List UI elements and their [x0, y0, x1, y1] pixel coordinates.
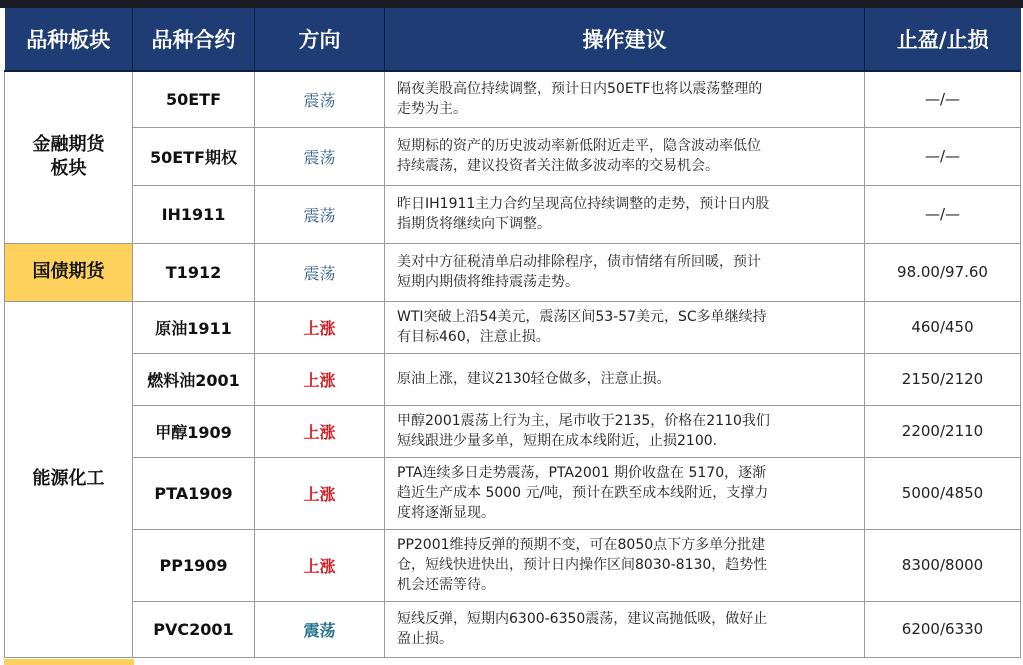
direction-cell: 震荡 [255, 127, 385, 185]
table-row [5, 353, 1021, 405]
advice-cell [385, 353, 865, 405]
advice-cell [385, 301, 865, 353]
advice-cell [385, 185, 865, 243]
category-cell: 金融期货 板块 [5, 71, 133, 243]
table-row [5, 601, 1021, 657]
direction-cell: 上涨 [255, 353, 385, 405]
advice-cell [385, 71, 865, 127]
advice-cell [385, 457, 865, 529]
tp-sl-cell: —/— [865, 71, 1021, 127]
advice-line: 有目标460，注意止损。 [397, 329, 550, 345]
advice-line: 原油上涨，建议2130轻仓做多，注意止损。 [397, 371, 671, 387]
advice-cell [385, 529, 865, 601]
tp-sl-cell: 8300/8000 [865, 529, 1021, 601]
advice-line: 持续震荡，建议投资者关注做多波动率的交易机会。 [397, 158, 719, 174]
advice-line: 甲醇2001震荡上行为主，尾市收于2135，价格在2110我们 [397, 413, 770, 429]
direction-cell: 震荡 [255, 243, 385, 301]
advice-line: WTI突破上沿54美元，震荡区间53-57美元，SC多单继续持 [397, 309, 767, 325]
advice-line: 机会还需等待。 [397, 577, 495, 593]
advice-line: 短线跟进少量多单，短期在成本线附近，止损2100. [397, 433, 718, 449]
next-category-strip [4, 659, 134, 665]
table-row [5, 71, 1021, 127]
direction-cell: 上涨 [255, 529, 385, 601]
category-cell: 能源化工 [5, 301, 133, 657]
strategy-table [4, 8, 1021, 658]
contract-cell: 原油1911 [133, 301, 255, 353]
tp-sl-cell: 6200/6330 [865, 601, 1021, 657]
advice-cell [385, 243, 865, 301]
table-row [5, 301, 1021, 353]
tp-sl-cell: —/— [865, 127, 1021, 185]
contract-cell: PVC2001 [133, 601, 255, 657]
table-body [5, 71, 1021, 657]
advice-line: 仓，短线快进快出，预计日内操作区间8030-8130，趋势性 [397, 557, 768, 573]
header-direction: 方向 [255, 8, 385, 71]
direction-cell: 上涨 [255, 301, 385, 353]
table-row [5, 529, 1021, 601]
header-advice: 操作建议 [385, 8, 865, 71]
contract-cell: PTA1909 [133, 457, 255, 529]
advice-line: 美对中方征税清单启动排除程序，债市情绪有所回暖，预计 [397, 254, 761, 270]
tp-sl-cell: 2150/2120 [865, 353, 1021, 405]
table-row [5, 405, 1021, 457]
tp-sl-cell: 5000/4850 [865, 457, 1021, 529]
table-row [5, 243, 1021, 301]
advice-line: 走势为主。 [397, 101, 467, 118]
contract-cell: T1912 [133, 243, 255, 301]
contract-cell: IH1911 [133, 185, 255, 243]
direction-cell: 上涨 [255, 405, 385, 457]
advice-line: 隔夜美股高位持续调整，预计日内50ETF也将以震荡整理的 [397, 81, 763, 98]
advice-line: 短线反弹，短期内6300-6350震荡，建议高抛低吸，做好止 [397, 611, 768, 627]
advice-line: PTA连续多日走势震荡，PTA2001 期价收盘在 5170，逐渐 [397, 465, 767, 481]
contract-cell: 50ETF [133, 71, 255, 127]
advice-cell [385, 127, 865, 185]
advice-line: 指期货将继续向下调整。 [397, 216, 551, 232]
header-tp-sl: 止盈/止损 [865, 8, 1021, 71]
contract-cell: 50ETF期权 [133, 127, 255, 185]
contract-cell: 甲醇1909 [133, 405, 255, 457]
tp-sl-cell: 98.00/97.60 [865, 243, 1021, 301]
tp-sl-cell: 460/450 [865, 301, 1021, 353]
advice-line: 度将逐渐显现。 [397, 505, 495, 521]
advice-line: 短期标的资产的历史波动率新低附近走平，隐含波动率低位 [397, 138, 761, 154]
advice-line: 昨日IH1911主力合约呈现高位持续调整的走势，预计日内股 [397, 196, 770, 212]
advice-cell [385, 405, 865, 457]
tp-sl-cell: 2200/2110 [865, 405, 1021, 457]
header-contract: 品种合约 [133, 8, 255, 71]
direction-cell: 上涨 [255, 457, 385, 529]
tp-sl-cell: —/— [865, 185, 1021, 243]
advice-cell [385, 601, 865, 657]
category-cell: 国债期货 [5, 243, 133, 301]
advice-line: 盈止损。 [397, 631, 453, 647]
direction-cell: 震荡 [255, 601, 385, 657]
table-row [5, 457, 1021, 529]
direction-cell: 震荡 [255, 185, 385, 243]
contract-cell: PP1909 [133, 529, 255, 601]
table-row [5, 185, 1021, 243]
top-border [0, 0, 1023, 8]
advice-line: 短期内期债将维持震荡走势。 [397, 274, 579, 290]
direction-cell: 震荡 [255, 71, 385, 127]
advice-line: 趋近生产成本 5000 元/吨，预计在跌至成本线附近，支撑力 [397, 485, 769, 501]
header-category: 品种板块 [5, 8, 133, 71]
contract-cell: 燃料油2001 [133, 353, 255, 405]
advice-line: PP2001维持反弹的预期不变，可在8050点下方多单分批建 [397, 537, 766, 553]
header-row [5, 8, 1021, 71]
table-row [5, 127, 1021, 185]
